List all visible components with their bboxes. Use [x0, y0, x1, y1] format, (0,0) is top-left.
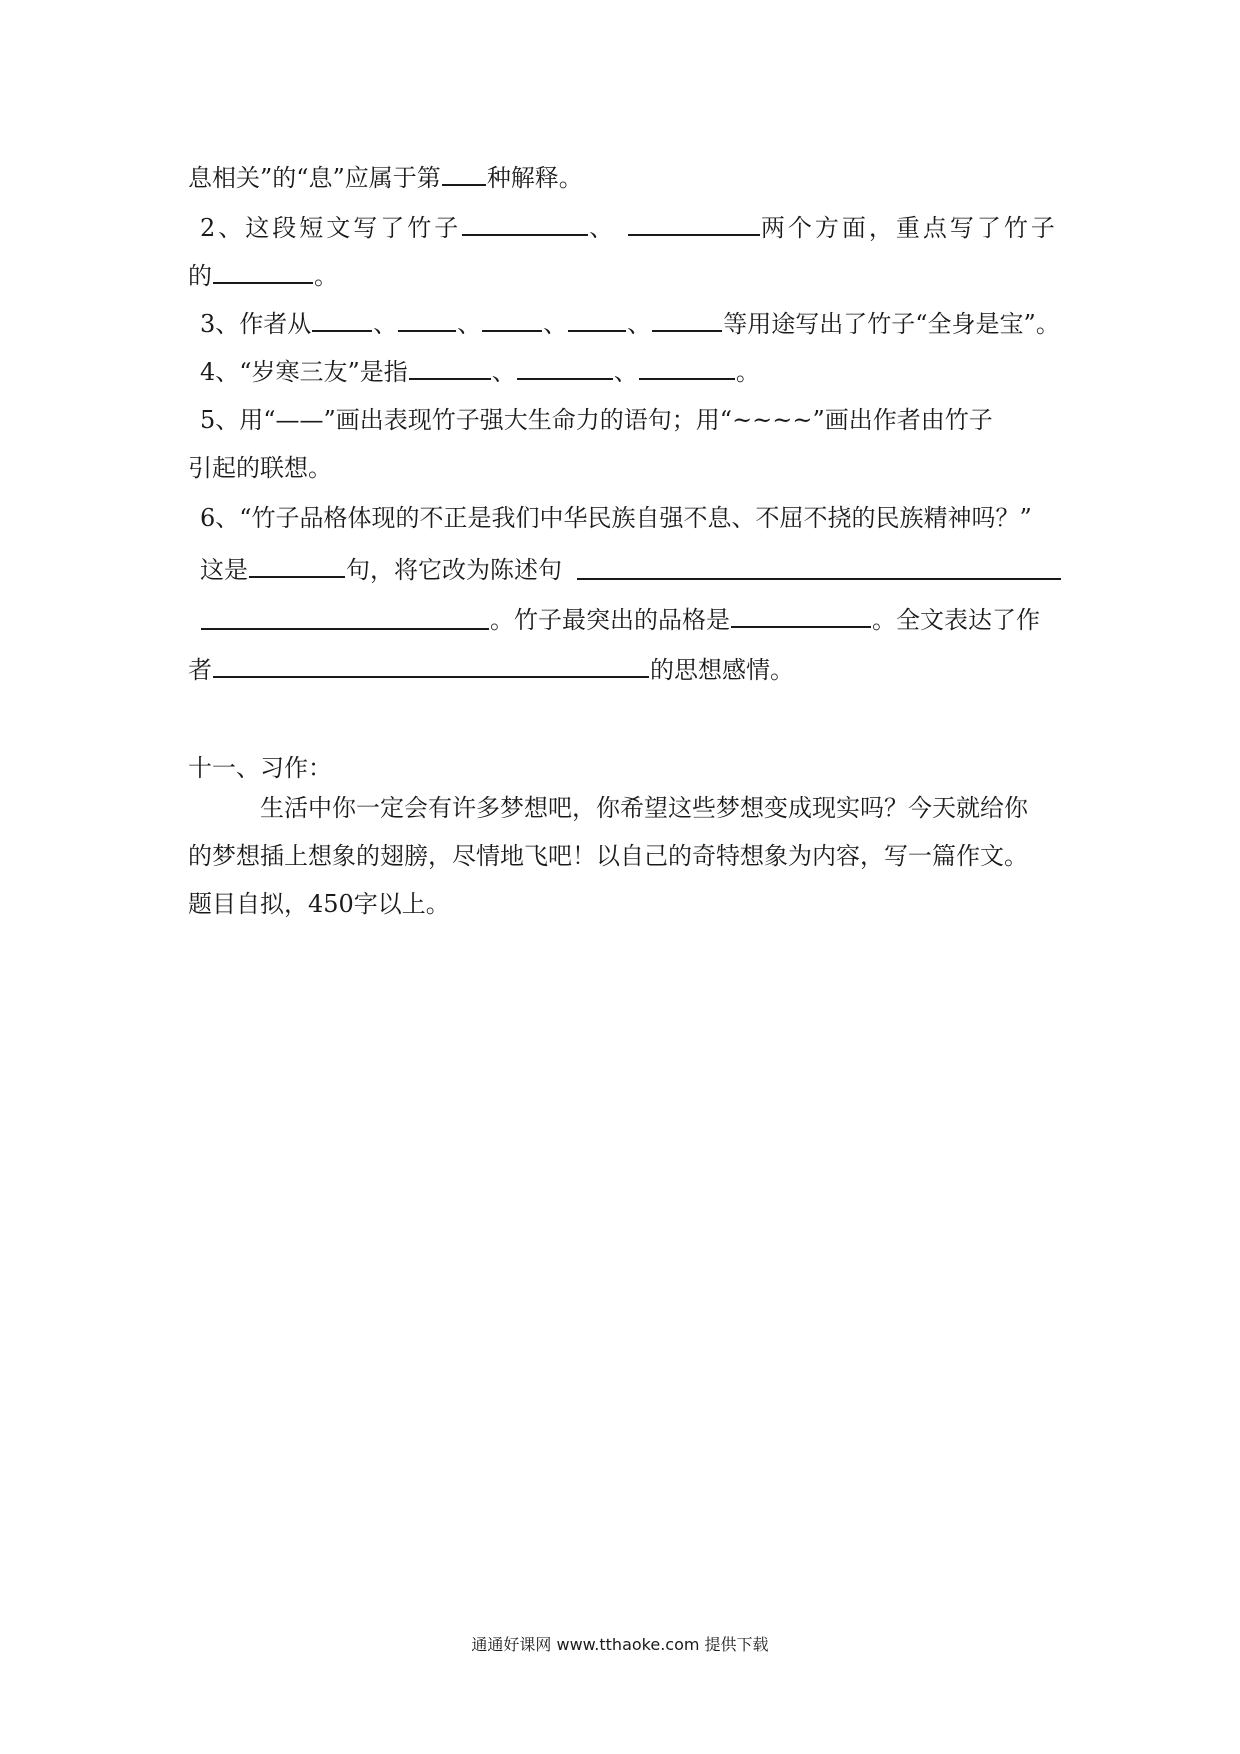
- question-6-text: 者: [188, 656, 212, 684]
- essay-prompt-line-1: 生活中你一定会有许多梦想吧，你希望这些梦想变成现实吗？今天就给你: [260, 794, 1028, 822]
- answer-blank[interactable]: [628, 210, 760, 236]
- separator: 、: [627, 310, 652, 338]
- question-4-text: 。: [735, 358, 760, 386]
- question-6-text: 这是: [200, 556, 248, 584]
- answer-blank[interactable]: [213, 652, 649, 678]
- question-2-text: 2、这段短文写了竹子: [200, 214, 462, 242]
- question-2-line-1: [200, 210, 1058, 244]
- answer-blank[interactable]: [639, 354, 735, 380]
- answer-blank[interactable]: [398, 306, 456, 332]
- question-1-text-after: 种解释。: [486, 164, 583, 192]
- separator: 、: [589, 214, 617, 242]
- question-6-text: 。竹子最突出的品格是: [490, 606, 730, 634]
- answer-blank[interactable]: [409, 354, 491, 380]
- question-1-tail: [188, 160, 583, 194]
- answer-blank[interactable]: [201, 628, 489, 630]
- question-2-line-2: [188, 258, 338, 292]
- question-3-text: 3、作者从: [200, 310, 312, 338]
- answer-blank[interactable]: [652, 306, 722, 332]
- question-2-text: 。: [314, 262, 338, 290]
- question-2-text: 的: [188, 262, 212, 290]
- question-6-text: 6、“竹子品格体现的不正是我们中华民族自强不息、不屈不挠的民族精神吗？”: [200, 504, 1032, 532]
- answer-blank[interactable]: [517, 354, 613, 380]
- question-4-text: 4、“岁寒三友”是指: [200, 358, 408, 386]
- answer-blank[interactable]: [213, 258, 313, 284]
- question-1-text-before: 息相关”的“息”应属于第: [188, 164, 441, 192]
- question-6-line-3: [490, 602, 1040, 636]
- question-5-text: 5、用“——”画出表现竹子强大生命力的语句；用“~~~~”画出作者由竹子: [200, 406, 993, 434]
- question-2-text: 两个方面，重点写了竹子: [760, 214, 1058, 242]
- essay-prompt-line-2: 的梦想插上想象的翅膀，尽情地飞吧！以自己的奇特想象为内容，写一篇作文。: [188, 842, 1028, 870]
- question-3: [200, 306, 1060, 340]
- separator: 、: [457, 310, 482, 338]
- question-6-text: 。全文表达了作: [872, 606, 1040, 634]
- separator: 、: [373, 310, 398, 338]
- answer-blank[interactable]: [568, 306, 626, 332]
- question-5-line-2: [188, 452, 332, 484]
- answer-blank[interactable]: [442, 160, 486, 186]
- question-5-text: 引起的联想。: [188, 454, 332, 482]
- question-6-text: 的思想感情。: [650, 656, 794, 684]
- separator: 、: [613, 358, 638, 386]
- question-4: [200, 354, 760, 388]
- essay-prompt-line-3: 题目自拟，450字以上。: [188, 890, 450, 918]
- question-6-line-2: [200, 552, 562, 586]
- answer-blank[interactable]: [731, 602, 871, 628]
- page-footer: 通通好课网 www.tthaoke.com 提供下载: [471, 1635, 769, 1654]
- answer-blank[interactable]: [312, 306, 372, 332]
- separator: 、: [543, 310, 568, 338]
- question-6-text: 句，将它改为陈述句: [346, 556, 562, 584]
- answer-blank[interactable]: [577, 578, 1061, 580]
- section-heading: 十一、习作：: [188, 754, 332, 782]
- question-6-line-1: [200, 502, 1032, 534]
- question-5-line-1: [200, 404, 993, 436]
- question-6-line-4: [188, 652, 794, 686]
- separator: 、: [491, 358, 516, 386]
- answer-blank[interactable]: [462, 210, 588, 236]
- answer-blank[interactable]: [249, 552, 345, 578]
- question-3-text: 等用途写出了竹子“全身是宝”。: [723, 310, 1060, 338]
- answer-blank[interactable]: [482, 306, 542, 332]
